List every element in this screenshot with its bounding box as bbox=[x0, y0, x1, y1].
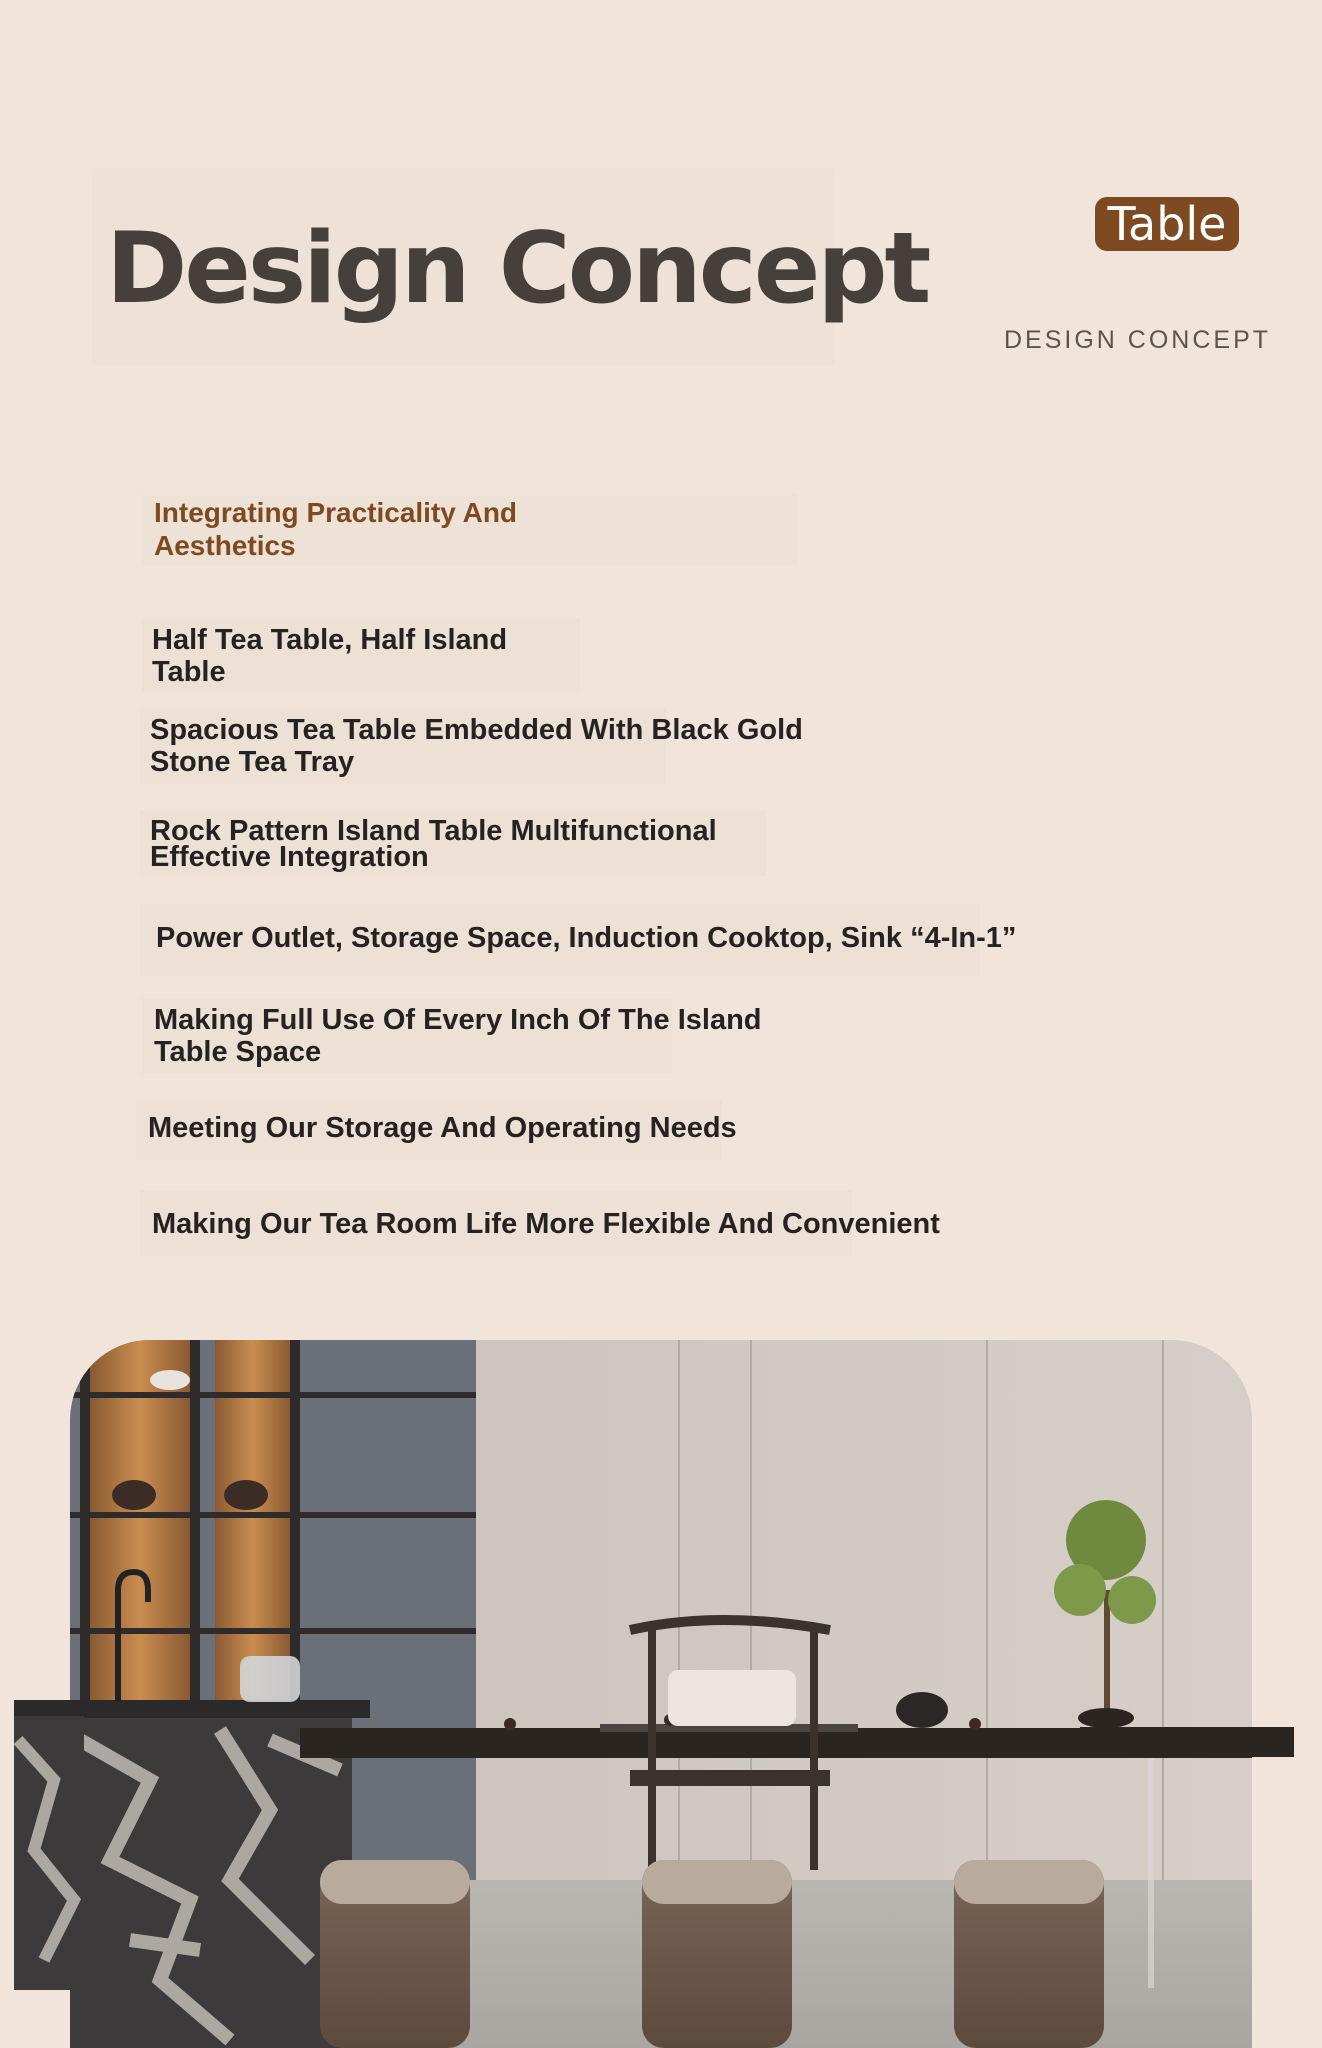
feature-item-7: Making Our Tea Room Life More Flexible And Convenient bbox=[152, 1208, 940, 1240]
feature-item-1: Half Tea Table, Half Island Table bbox=[152, 624, 508, 688]
page-title: Design Concept bbox=[106, 212, 929, 326]
feature-item-6: Meeting Our Storage And Operating Needs bbox=[148, 1112, 737, 1144]
feature-item-3: Rock Pattern Island Table Multifunctional Effective Integration bbox=[150, 815, 717, 873]
tea-table-edge bbox=[1080, 1727, 1294, 1763]
page-subtitle: DESIGN CONCEPT bbox=[1004, 326, 1272, 354]
feature-item-2: Spacious Tea Table Embedded With Black Gold Stone Tea Tray bbox=[150, 714, 803, 778]
feature-headline: Integrating Practicality And Aesthetics bbox=[154, 497, 518, 561]
island-table-edge bbox=[14, 1700, 84, 1990]
feature-item-5: Making Full Use Of Every Inch Of The Island Table Space bbox=[154, 1004, 762, 1068]
category-badge: Table bbox=[1095, 197, 1239, 251]
product-photo bbox=[70, 1340, 1252, 2048]
feature-item-4: Power Outlet, Storage Space, Induction Cooktop, Sink “4-In-1” bbox=[156, 922, 1017, 954]
